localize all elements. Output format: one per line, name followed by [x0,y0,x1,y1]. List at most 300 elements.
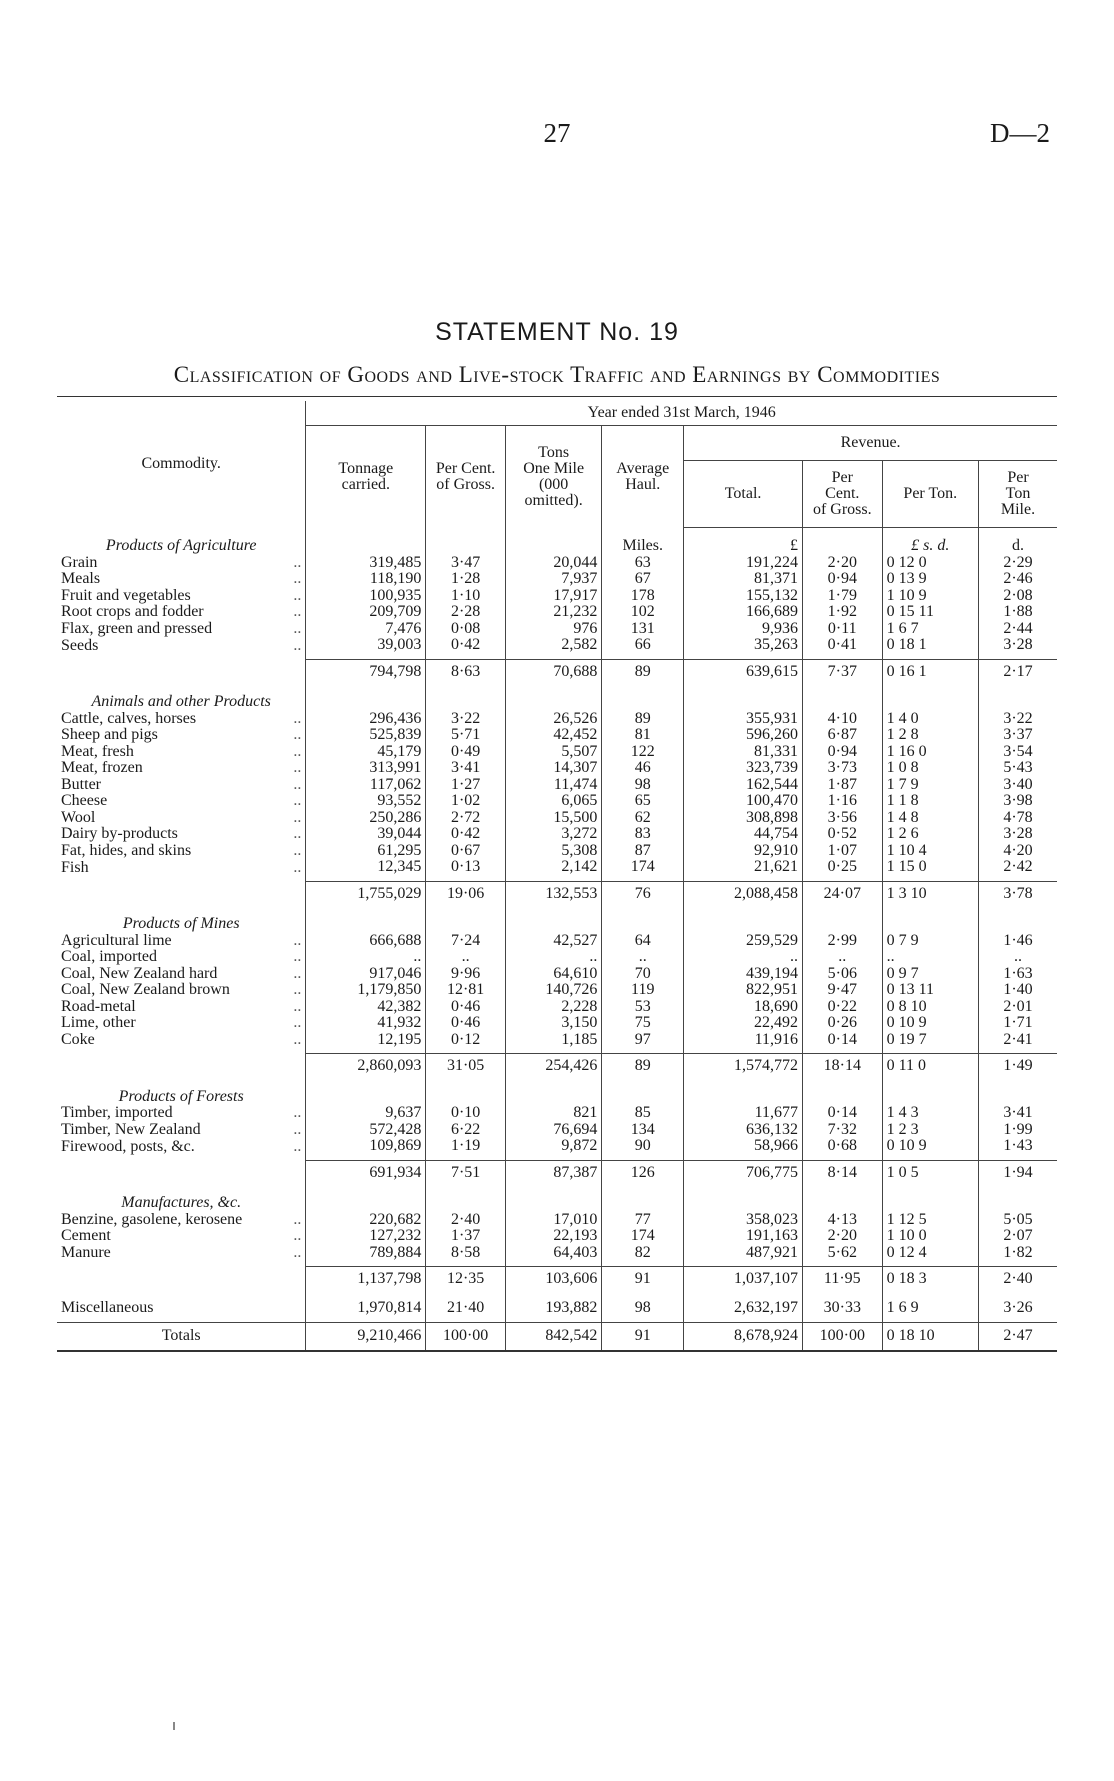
table-cell: 127,232 [306,1228,426,1245]
table-cell: 12,195 [306,1032,426,1054]
table-cell: .. [505,949,601,966]
table-cell: 70 [602,966,684,983]
table-cell: 1,185 [505,1032,601,1054]
col-per-ton: Per Ton. [882,461,978,528]
table-cell: 65 [602,793,684,810]
table-cell: 81,371 [684,571,803,588]
subtotal-cell: 1·49 [978,1054,1057,1079]
table-cell: 42,382 [306,999,426,1016]
commodity-name: Timber, imported .. [61,1104,302,1121]
table-cell: 3·73 [802,760,882,777]
table-cell: 1·63 [978,966,1057,983]
table-cell: 0 13 9 [882,571,978,588]
table-cell [306,1079,426,1106]
commodity-name: Cheese .. [61,792,302,809]
table-cell: 487,921 [684,1245,803,1267]
table-cell: 100·00 [802,1323,882,1351]
table-cell [978,1079,1057,1106]
table-cell [306,684,426,711]
table-cell: 250,286 [306,810,426,827]
table-cell: 22,492 [684,1015,803,1032]
table-cell [882,1185,978,1212]
table-cell: 93,552 [306,793,426,810]
table-cell: 976 [505,621,601,638]
table-cell: 1,179,850 [306,982,426,999]
table-cell: 1 4 8 [882,810,978,827]
table-cell: 119 [602,982,684,999]
table-row [57,777,1057,794]
table-cell: 0 10 9 [882,1015,978,1032]
subtotal-cell: 2,860,093 [306,1054,426,1079]
table-cell [602,906,684,933]
table-row [57,1032,1057,1054]
subtotal-row [57,881,1057,906]
table-cell: 58,966 [684,1138,803,1160]
table-row [57,982,1057,999]
table-cell: 7·32 [802,1122,882,1139]
commodity-name: Benzine, gasolene, kerosene .. [61,1210,302,1228]
table-row [57,859,1057,881]
table-row [57,1015,1057,1032]
table-cell: 11,677 [684,1105,803,1122]
table-cell: 1·79 [802,588,882,605]
table-cell: 63 [602,555,684,572]
table-cell: 193,882 [505,1292,601,1323]
table-cell: 1 7 9 [882,777,978,794]
table-cell: 0·22 [802,999,882,1016]
subtotal-cell: 1,574,772 [684,1054,803,1079]
table-cell: 0·46 [426,999,506,1016]
table-cell: 3·28 [978,637,1057,659]
subtotal-cell: 1,137,798 [306,1267,426,1292]
table-row [57,1228,1057,1245]
table-cell: 1 4 3 [882,1105,978,1122]
table-cell: Miles. [602,528,684,555]
table-cell: 0·42 [426,637,506,659]
table-cell: 525,839 [306,727,426,744]
table-cell: 90 [602,1138,684,1160]
table-cell [802,906,882,933]
commodity-name: Meat, frozen .. [61,759,302,776]
subtotal-cell: 89 [602,659,684,684]
subtotal-cell: 706,775 [684,1160,803,1185]
table-row [57,1212,1057,1229]
commodity-name: Agricultural lime .. [61,931,302,949]
table-cell: £ s. d. [882,528,978,555]
subtotal-row [57,1267,1057,1292]
table-cell: 134 [602,1122,684,1139]
subtotal-cell: 8·63 [426,659,506,684]
totals-row [57,1323,1057,1351]
table-cell: 2,582 [505,637,601,659]
table-cell [602,684,684,711]
table-cell: 2·47 [978,1323,1057,1351]
table-row [57,571,1057,588]
table-cell: 3·41 [426,760,506,777]
group-heading: Products of Mines [122,915,240,932]
table-cell: 1,970,814 [306,1292,426,1323]
table-cell [684,684,803,711]
table-cell: 2·72 [426,810,506,827]
table-row [57,949,1057,966]
table-cell: 4·20 [978,843,1057,860]
table-cell: 1·37 [426,1228,506,1245]
table-cell: 1·71 [978,1015,1057,1032]
subtotal-label [57,1267,306,1292]
table-cell: 0 15 11 [882,604,978,621]
table-cell: 1 1 8 [882,793,978,810]
table-cell: 0 7 9 [882,933,978,950]
table-cell: 1·92 [802,604,882,621]
table-row [57,1122,1057,1139]
table-cell: 45,179 [306,744,426,761]
table-cell: 2·46 [978,571,1057,588]
table-cell: 41,932 [306,1015,426,1032]
table-cell: 174 [602,1228,684,1245]
table-cell [802,684,882,711]
table-cell: 64 [602,933,684,950]
page-number: 27 [543,118,571,148]
col-total: Total. [684,461,803,528]
table-cell: 0·10 [426,1105,506,1122]
table-cell: 822,951 [684,982,803,999]
statement-subtitle: Classification of Goods and Live-stock Traffic and Earnings by Commodities [173,362,941,387]
table-cell: 178 [602,588,684,605]
table-cell: 259,529 [684,933,803,950]
table-cell: 596,260 [684,727,803,744]
group-heading-row [57,906,1057,933]
commodities-table [57,401,1057,1352]
subtotal-cell: 31·05 [426,1054,506,1079]
table-cell: 0·14 [802,1032,882,1054]
table-cell: 1·19 [426,1138,506,1160]
table-cell: 82 [602,1245,684,1267]
table-cell: 1·16 [802,793,882,810]
subtotal-cell: 2,088,458 [684,881,803,906]
table-cell: 2·28 [426,604,506,621]
subtotal-label [57,1054,306,1079]
table-row [57,760,1057,777]
commodity-name: Fat, hides, and skins .. [61,841,302,859]
subtotal-cell: 103,606 [505,1267,601,1292]
table-row [57,826,1057,843]
table-cell: 64,610 [505,966,601,983]
table-cell: 100,470 [684,793,803,810]
table-cell: 0 12 4 [882,1245,978,1267]
table-row [57,933,1057,950]
subtotal-row [57,659,1057,684]
table-cell: 5,507 [505,744,601,761]
table-row [57,1138,1057,1160]
table-cell [306,1185,426,1212]
table-cell: 9,936 [684,621,803,638]
col-revenue: Revenue. [684,426,1057,461]
subtotal-cell: 70,688 [505,659,601,684]
table-cell: 20,044 [505,555,601,572]
subtotal-cell: 91 [602,1267,684,1292]
table-cell: 2·41 [978,1032,1057,1054]
table-cell: 0 9 7 [882,966,978,983]
table-cell: 4·78 [978,810,1057,827]
table-cell: 35,263 [684,637,803,659]
table-cell: 53 [602,999,684,1016]
table-cell: 18,690 [684,999,803,1016]
table-cell: 81 [602,727,684,744]
table-cell: 17,010 [505,1212,601,1229]
table-cell: 62 [602,810,684,827]
table-cell: 102 [602,604,684,621]
table-cell: 1 10 0 [882,1228,978,1245]
table-cell: 77 [602,1212,684,1229]
table-cell: 1·10 [426,588,506,605]
col-pct-gross: Per Cent. of Gross. [426,426,506,528]
table-cell [602,1185,684,1212]
table-cell: 1·40 [978,982,1057,999]
table-cell: 26,526 [505,711,601,728]
table-cell: 666,688 [306,933,426,950]
table-cell: 789,884 [306,1245,426,1267]
commodity-name: Coal, New Zealand brown .. [61,981,302,998]
table-cell: 7,937 [505,571,601,588]
subtotal-cell: 639,615 [684,659,803,684]
subtotal-cell: 89 [602,1054,684,1079]
group-heading: Products of Agriculture [105,537,257,554]
table-cell: 313,991 [306,760,426,777]
table-cell: 3·28 [978,826,1057,843]
commodity-name: Manure .. [61,1244,302,1261]
table-cell: 296,436 [306,711,426,728]
table-cell: 174 [602,859,684,881]
table-cell [882,906,978,933]
subtotal-cell: 1·94 [978,1160,1057,1185]
table-cell: 1 4 0 [882,711,978,728]
table-cell: 67 [602,571,684,588]
table-cell: 821 [505,1105,601,1122]
table-cell: 220,682 [306,1212,426,1229]
table-cell [978,1185,1057,1212]
table-row [57,966,1057,983]
table-cell [306,528,426,555]
table-cell: 22,193 [505,1228,601,1245]
table-cell: 166,689 [684,604,803,621]
subtotal-cell: 87,387 [505,1160,601,1185]
table-cell: 3·41 [978,1105,1057,1122]
table-cell [684,1185,803,1212]
table-cell: 5·71 [426,727,506,744]
table-cell: 81,331 [684,744,803,761]
commodity-name: Sheep and pigs .. [61,726,302,743]
table-cell: 17,917 [505,588,601,605]
table-cell: 42,527 [505,933,601,950]
table-body [57,528,1057,1351]
table-cell: 3·22 [978,711,1057,728]
commodity-name: Coal, New Zealand hard .. [61,964,302,982]
col-rev-pct: Per Cent. of Gross. [802,461,882,528]
table-cell: 12·81 [426,982,506,999]
table-cell: 39,003 [306,637,426,659]
subtotal-cell: 126 [602,1160,684,1185]
table-cell: 15,500 [505,810,601,827]
col-avg-haul: Average Haul. [602,426,684,528]
document-reference: D—2 [990,118,1050,148]
table-cell: 5·62 [802,1245,882,1267]
table-cell [426,684,506,711]
table-cell: 5·43 [978,760,1057,777]
table-cell: 2,228 [505,999,601,1016]
totals-label: Totals [57,1323,306,1351]
table-cell [426,1185,506,1212]
table-row [57,727,1057,744]
table-cell: 1 10 4 [882,843,978,860]
table-cell [882,684,978,711]
table-cell: 87 [602,843,684,860]
table-cell: 2·20 [802,1228,882,1245]
col-year: Year ended 31st March, 1946 [306,401,1057,426]
table-row [57,588,1057,605]
table-cell: 1 2 6 [882,826,978,843]
table-cell [978,684,1057,711]
table-cell: 61,295 [306,843,426,860]
table-cell: 5,308 [505,843,601,860]
table-cell: 14,307 [505,760,601,777]
table-cell: 12,345 [306,859,426,881]
table-cell: 30·33 [802,1292,882,1323]
table-cell: 1·99 [978,1122,1057,1139]
table-cell: 1·46 [978,933,1057,950]
group-heading-row [57,1185,1057,1212]
subtotal-row [57,1054,1057,1079]
table-cell: 5·06 [802,966,882,983]
commodity-name: Seeds .. [61,636,302,654]
commodity-name: Cattle, calves, horses .. [61,709,302,727]
table-cell: 1 2 3 [882,1122,978,1139]
table-cell: 11,916 [684,1032,803,1054]
table-cell [602,1079,684,1106]
table-cell: 7·24 [426,933,506,950]
table-cell: 0·94 [802,571,882,588]
table-cell: 162,544 [684,777,803,794]
table-cell: 0·13 [426,859,506,881]
table-cell: 89 [602,711,684,728]
table-cell: 1 0 8 [882,760,978,777]
subtotal-cell: 3·78 [978,881,1057,906]
commodity-name: Timber, New Zealand .. [61,1120,302,1138]
table-cell: 7,476 [306,621,426,638]
commodity-name: Miscellaneous [61,1298,154,1316]
table-cell: 0·42 [426,826,506,843]
subtotal-cell: 12·35 [426,1267,506,1292]
table-cell: 39,044 [306,826,426,843]
table-cell: 0·11 [802,621,882,638]
group-heading: Animals and other Products [91,693,271,710]
table-cell: 131 [602,621,684,638]
table-cell: 572,428 [306,1122,426,1139]
group-heading-row [57,684,1057,711]
commodity-name: Coal, imported .. [61,948,302,965]
table-cell: 1·43 [978,1138,1057,1160]
table-cell: 1·88 [978,604,1057,621]
table-cell: 319,485 [306,555,426,572]
statement-title: STATEMENT No. 19 [435,318,679,346]
commodity-name: Fish .. [61,858,302,876]
commodity-name: Road-metal .. [61,997,302,1015]
table-cell: 42,452 [505,727,601,744]
table-cell: 917,046 [306,966,426,983]
table-cell: .. [802,949,882,966]
table-cell: 1·82 [978,1245,1057,1267]
table-cell: 1 6 7 [882,621,978,638]
table-cell [505,1079,601,1106]
table-cell: 191,163 [684,1228,803,1245]
table-cell: 1·87 [802,777,882,794]
table-cell: 842,542 [505,1323,601,1351]
table-cell: 4·10 [802,711,882,728]
subtotal-cell: 132,553 [505,881,601,906]
table-cell [505,528,601,555]
table-cell: 98 [602,777,684,794]
table-cell: 21·40 [426,1292,506,1323]
group-heading: Products of Forests [118,1087,244,1105]
table-cell: 3·37 [978,727,1057,744]
subtotal-cell: 1 0 5 [882,1160,978,1185]
table-cell: 0 13 11 [882,982,978,999]
table-cell: 3·26 [978,1292,1057,1323]
commodity-name: Wool .. [61,808,302,826]
table-cell: .. [882,949,978,966]
table-cell: 2·08 [978,588,1057,605]
table-cell: 1 12 5 [882,1212,978,1229]
table-cell: 355,931 [684,711,803,728]
table-row [57,711,1057,728]
subtotal-label [57,1160,306,1185]
subtotal-cell: 1,037,107 [684,1267,803,1292]
subtotal-label [57,881,306,906]
table-cell [802,528,882,555]
table-cell: 3·40 [978,777,1057,794]
subtotal-cell: 2·17 [978,659,1057,684]
commodity-name: Grain .. [61,553,302,571]
subtotal-cell: 7·37 [802,659,882,684]
table-cell: 0 18 10 [882,1323,978,1351]
subtotal-cell: 1 3 10 [882,881,978,906]
table-cell: 191,224 [684,555,803,572]
subtotal-label [57,659,306,684]
table-cell [426,528,506,555]
table-cell: 2·99 [802,933,882,950]
table-cell [505,684,601,711]
table-cell: 5·05 [978,1212,1057,1229]
table-cell: 66 [602,637,684,659]
commodity-name: Root crops and fodder .. [61,603,302,620]
table-cell: 1 16 0 [882,744,978,761]
table-cell [426,906,506,933]
table-cell: 9,210,466 [306,1323,426,1351]
subtotal-cell: 8·14 [802,1160,882,1185]
table-cell [306,906,426,933]
col-per-ton-mile: Per Ton Mile. [978,461,1057,528]
table-cell: 0·52 [802,826,882,843]
table-cell [882,1079,978,1106]
table-cell: 140,726 [505,982,601,999]
table-cell: 1 6 9 [882,1292,978,1323]
table-cell: 122 [602,744,684,761]
table-row [57,843,1057,860]
miscellaneous-row [57,1292,1057,1323]
commodity-name: Fruit and vegetables .. [61,586,302,604]
table-cell: 100,935 [306,588,426,605]
table-cell: 8·58 [426,1245,506,1267]
table-cell: 2·29 [978,555,1057,572]
